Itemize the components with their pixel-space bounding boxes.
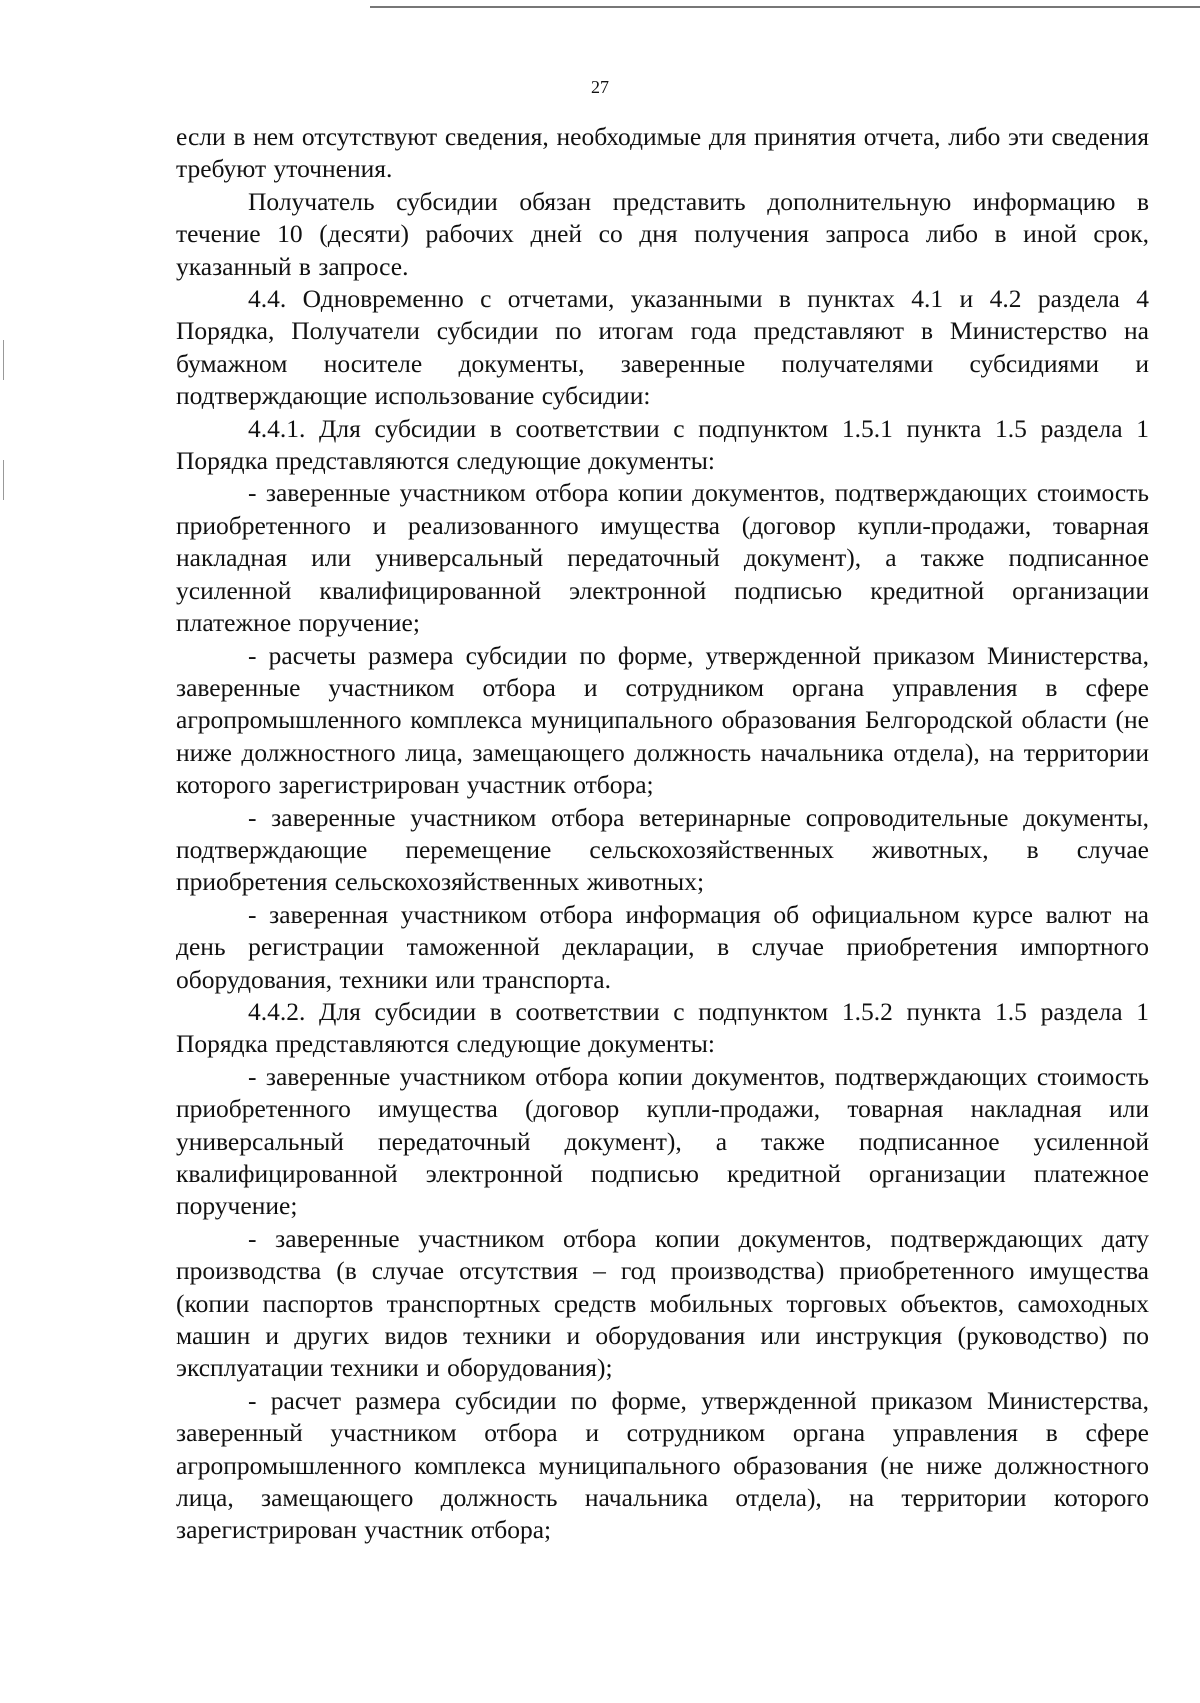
paragraph: 4.4.1. Для субсидии в соответствии с подпунктом 1.5.1 пункта 1.5 раздела 1 Порядка представляются следующие документы: (176, 413, 1149, 476)
paragraph: - заверенная участником отбора информация об официальном курсе валют на день регистрации таможенной декларации, в случае приобретения импортного оборудования, техники или транспорта. (176, 899, 1149, 994)
page-number: 27 (591, 77, 609, 97)
paragraph: Получатель субсидии обязан представить дополнительную информацию в течение 10 (десяти) рабочих дней со дня получения запроса либо в иной срок, указанный в запросе. (176, 186, 1149, 281)
paragraph: - заверенные участником отбора копии документов, подтверждающих стоимость приобретенного имущества (договор купли-продажи, товарная накладная или универсальный передаточный документ), а также подписанное усиленной квалифицированной электронной подписью кредитной организации платежное поручение; (176, 1061, 1149, 1221)
paragraph: 4.4.2. Для субсидии в соответствии с подпунктом 1.5.2 пункта 1.5 раздела 1 Порядка представляются следующие документы: (176, 996, 1149, 1059)
paragraph: - расчет размера субсидии по форме, утвержденной приказом Министерства, заверенный участником отбора и сотрудником органа управления в сфере агропромышленного комплекса муниципального образования (не ниже должностного лица, замещающего должность начальника отдела), на территории которого зарегистрирован участник отбора; (176, 1385, 1149, 1545)
paragraph: - заверенные участником отбора копии документов, подтверждающих стоимость приобретенного и реализованного имущества (договор купли-продажи, товарная накладная или универсальный передаточный документ), а также подписанное усиленной квалифицированной электронной подписью кредитной организации платежное поручение; (176, 478, 1149, 638)
paragraph: - расчеты размера субсидии по форме, утвержденной приказом Министерства, заверенные участником отбора и сотрудником органа управления в сфере агропромышленного комплекса муниципального образования Белгородской области (не ниже должностного лица, замещающего должность начальника отдела), на территории которого зарегистрирован участник отбора; (176, 640, 1149, 800)
document-body (176, 121, 1149, 1547)
paragraph: 4.4. Одновременно с отчетами, указанными в пунктах 4.1 и 4.2 раздела 4 Порядка, Получатели субсидии по итогам года представляют в Министерство на бумажном носителе документы, заверенные получателями субсидиями и подтверждающие использование субсидии: (176, 284, 1149, 411)
scan-margin-mark (3, 460, 4, 500)
paragraph: - заверенные участником отбора ветеринарные сопроводительные документы, подтверждающие перемещение сельскохозяйственных животных, в случае приобретения сельскохозяйственных животных; (176, 802, 1149, 897)
scan-edge-line (370, 6, 1200, 8)
paragraph: - заверенные участником отбора копии документов, подтверждающих дату производства (в случае отсутствия – год производства) приобретенного имущества (копии паспортов транспортных средств мобильных торговых объектов, самоходных машин и других видов техники и оборудования или инструкция (руководство) по эксплуатации техники и оборудования); (176, 1223, 1149, 1383)
scan-margin-mark (3, 340, 4, 380)
paragraph: если в нем отсутствуют сведения, необходимые для принятия отчета, либо эти сведения требуют уточнения. (176, 122, 1149, 184)
